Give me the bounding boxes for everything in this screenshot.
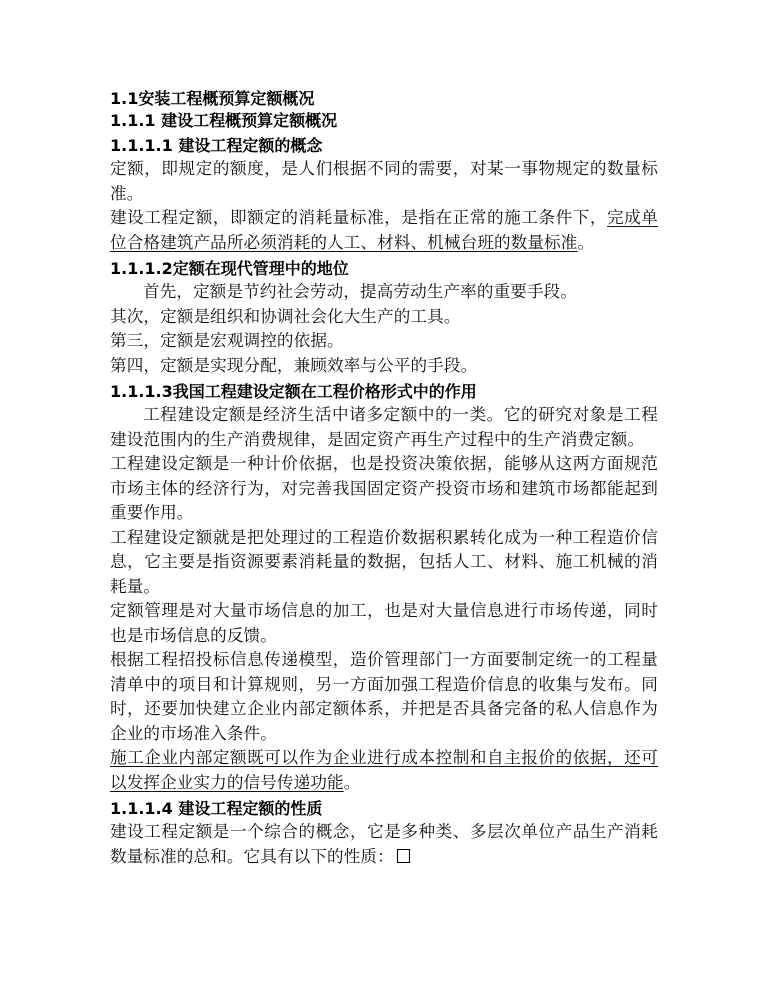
underlined-text: 施工企业内部定额既可以作为企业进行成本控制和自主报价的依据，还可以发挥企业实力的信号传递功能	[110, 748, 658, 792]
paragraph-text-end: 。	[343, 772, 361, 792]
paragraph: 定额管理是对大量市场信息的加工，也是对大量信息进行市场传递，同时也是市场信息的反馈。	[110, 601, 658, 645]
heading-1-1-1-1: 1.1.1.1 建设工程定额的概念	[110, 136, 323, 155]
paragraph-text: 建设工程定额是一个综合的概念，它是多种类、多层次单位产品生产消耗数量标准的总和。它具有以下的性质：	[110, 822, 658, 866]
paragraph: 工程建设定额是一种计价依据，也是投资决策依据，能够从这两方面规范市场主体的经济行为，对完善我国固定资产投资市场和建筑市场都能起到重要作用。	[110, 454, 658, 522]
paragraph: 根据工程招投标信息传递模型，造价管理部门一方面要制定统一的工程量清单中的项目和计算规则，另一方面加强工程造价信息的收集与发布。同时，还要加快建立企业内部定额体系，并把是否具备完备的私人信息作为企业的市场准入条件。	[110, 650, 658, 743]
paragraph-underlined	[110, 746, 658, 795]
paragraph: 工程建设定额就是把处理过的工程造价数据积累转化成为一种工程造价信息，它主要是指资源要素消耗量的数据，包括人工、材料、施工机械的消耗量。	[110, 527, 658, 596]
paragraph-quota-definition: 定额，即规定的额度，是人们根据不同的需要，对某一事物规定的数量标准。	[110, 159, 658, 203]
paragraph-text: 建设工程定额，即额定的消耗量标准，是指在正常的施工条件下，	[110, 208, 608, 227]
list-item-second: 其次，定额是组织和协调社会化大生产的工具。	[110, 306, 461, 326]
list-item-fourth: 第四，定额是实现分配，兼顾效率与公平的手段。	[110, 355, 478, 375]
underlined-text: 完成单位合格建筑产品所必须消耗的人工、材料、机械台班的数量标准	[110, 208, 658, 252]
paragraph-text-end: 。	[577, 232, 595, 252]
heading-1-1-1-4: 1.1.1.4 建设工程定额的性质	[110, 799, 323, 818]
heading-1-1-1-3: 1.1.1.3我国工程建设定额在工程价格形式中的作用	[110, 382, 477, 401]
checkbox-square-icon	[397, 849, 410, 863]
heading-1-1-1-2: 1.1.1.2定额在现代管理中的地位	[110, 259, 349, 278]
heading-1-1-1: 1.1.1 建设工程概预算定额概况	[110, 111, 338, 130]
list-item-third: 第三，定额是宏观调控的依据。	[110, 331, 344, 350]
paragraph-construction-quota	[110, 206, 658, 255]
list-item-first: 首先，定额是节约社会劳动，提高劳动生产率的重要手段。	[143, 282, 578, 301]
document-page	[110, 88, 658, 869]
paragraph: 工程建设定额是经济生活中诸多定额中的一类。它的研究对象是工程建设范围内的生产消费规律，是固定资产再生产过程中的生产消费定额。	[110, 405, 658, 449]
paragraph-nature	[110, 820, 658, 869]
heading-1-1: 1.1安装工程概预算定额概况	[110, 89, 315, 108]
